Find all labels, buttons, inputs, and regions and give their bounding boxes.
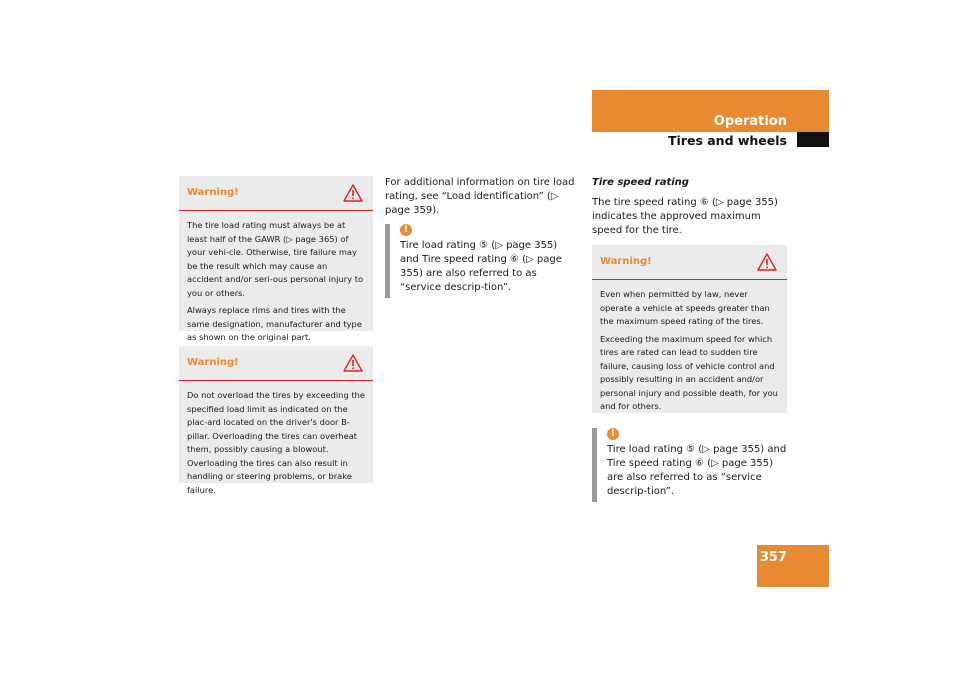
warning-header xyxy=(179,176,373,211)
warning-box-overload xyxy=(179,346,373,495)
warning-text: Even when permitted by law, never operate a vehicle at speeds greater than the maximum speed rating of the tires. xyxy=(600,289,770,326)
warning-title: Warning! xyxy=(187,187,239,198)
section-title: Operation xyxy=(713,114,787,129)
info-text: Tire load rating ⑤ (▷ page 355) and Tire speed rating ⑥ (▷ page 355) are also referred to as “service descrip-tion”. xyxy=(400,240,562,293)
section-tab-marker xyxy=(797,132,829,147)
warning-box-load-rating xyxy=(179,176,373,342)
warning-text: Do not overload the tires by exceeding the specified load limit as indicated on the plac-ard located on the driver's door B-pillar. Overloading the tires can overheat them, possibly causing a blowout. Overloading the tires can also result in handling or steering problems, or brake failure. xyxy=(187,390,365,495)
page-number: 357 xyxy=(759,550,787,565)
warning-title: Warning! xyxy=(600,256,652,267)
page-number-box xyxy=(757,545,829,587)
subheading: Tire speed rating xyxy=(592,177,689,188)
warning-text: Exceeding the maximum speed for which tires are rated can lead to sudden tire failure, causing loss of vehicle control and possibly resulting in an accident and/or personal injury and possible death, for you and for others. xyxy=(600,333,778,411)
section-header xyxy=(592,90,829,132)
warning-header xyxy=(179,346,373,381)
info-icon: i xyxy=(400,224,412,236)
warning-header xyxy=(592,245,787,280)
info-icon: i xyxy=(607,428,619,440)
info-box-service-description-2 xyxy=(592,428,787,502)
load-info-paragraph: For additional information on tire load rating, see “Load identification” (▷ page 359). xyxy=(385,177,575,216)
warning-text: Always replace rims and tires with the same designation, manufacturer and type as shown on the original part. xyxy=(187,305,362,342)
warning-box-speed xyxy=(592,245,787,413)
warning-triangle-icon xyxy=(757,253,777,271)
info-text: Tire load rating ⑤ (▷ page 355) and Tire speed rating ⑥ (▷ page 355) are also referred to as “service descrip-tion”. xyxy=(607,444,787,497)
info-box-service-description xyxy=(385,224,578,298)
speed-rating-paragraph: The tire speed rating ⑥ (▷ page 355) indicates the approved maximum speed for the tire. xyxy=(592,197,778,236)
warning-text: The tire load rating must always be at least half of the GAWR (▷ page 365) of your vehi-cle. Otherwise, tire failure may be the result which may cause an accident and/or seri-ous personal injury to you or others. xyxy=(187,220,364,298)
warning-triangle-icon xyxy=(343,354,363,372)
warning-title: Warning! xyxy=(187,357,239,368)
subsection-title: Tires and wheels xyxy=(667,133,787,148)
speed-rating-section xyxy=(592,176,787,238)
warning-triangle-icon xyxy=(343,184,363,202)
